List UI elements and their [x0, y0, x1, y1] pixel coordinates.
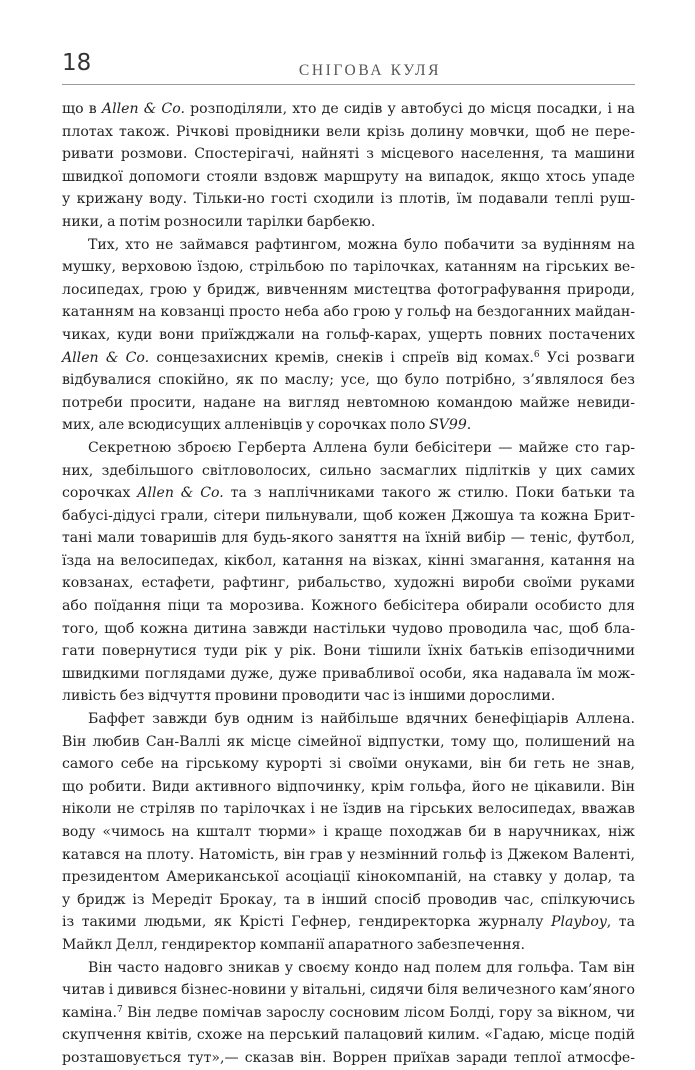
text-run: Він часто надовго зникав у своєму кондо над полем для гольфа. Там він	[88, 959, 635, 976]
text-run: або поїдання піци та морозива. Кожного бебісітера обирали особисто для	[62, 598, 635, 615]
text-line	[62, 934, 635, 957]
text-line	[62, 572, 635, 595]
text-line	[62, 143, 635, 166]
page-number: 18	[62, 50, 92, 76]
text-run: президентом Американської асоціації кінокомпаній, на ставку у долар, та	[62, 869, 635, 886]
text-line	[62, 1002, 635, 1025]
italic-text: Allen & Co.	[62, 349, 150, 366]
text-run: що в	[62, 101, 102, 117]
italic-text: Allen & Co.	[101, 101, 185, 117]
italic-text: Allen & Co.	[137, 485, 224, 502]
text-run: катався на плоту. Натомість, він грав у незмінний гольф із Джеком Валенті,	[62, 846, 635, 863]
text-line	[62, 595, 635, 618]
body-text	[62, 98, 635, 1070]
paragraph	[62, 437, 635, 708]
text-line	[62, 121, 635, 144]
text-line	[62, 211, 635, 234]
text-line	[62, 437, 635, 460]
text-line	[62, 866, 635, 889]
text-run: швидкими поглядами дуже, дуже привабливої особи, яка надавала їм мож-	[62, 665, 635, 682]
text-run: гати повернутися туди рік у рік. Вони тішили їхніх батьків епізодичними	[62, 643, 635, 660]
footnote-ref: 6	[533, 349, 540, 360]
text-line	[62, 844, 635, 867]
text-run: Усі розваги	[539, 349, 635, 366]
text-line	[62, 482, 635, 505]
text-run: самого себе на гірському курорті зі своїми онуками, він би геть не знав,	[62, 756, 635, 773]
paragraph	[62, 708, 635, 957]
text-line	[62, 527, 635, 550]
paragraph	[62, 98, 635, 234]
text-run: плотах також. Річкові провідники вели крізь долину мовчки, щоб не пере-	[62, 123, 635, 140]
text-line	[62, 821, 635, 844]
text-run: розподіляли, хто де сидів у автобусі до місця посадки, і на	[184, 101, 635, 117]
text-line	[62, 685, 635, 708]
text-line	[62, 708, 635, 731]
text-line	[62, 460, 635, 483]
text-line	[62, 550, 635, 573]
text-run: Баффет завжди був одним із найбільше вдячних бенефіціарів Аллена.	[88, 711, 635, 728]
text-run: ники, а потім розносили тарілки барбекю.	[62, 213, 376, 230]
text-line	[62, 301, 635, 324]
text-line	[62, 369, 635, 392]
text-run: у бридж із Мередіт Брокау, та в інший спосіб проводив час, спілкуючись	[62, 891, 635, 908]
text-run: Майкл Делл, гендиректор компанії апаратного забезпечення.	[62, 936, 526, 953]
text-line	[62, 234, 635, 257]
text-line	[62, 731, 635, 754]
text-run: каміна.	[62, 1004, 117, 1021]
text-run: Він ледве помічав зарослу сосновим лісом Болді, гору за вікном, чи	[122, 1004, 635, 1021]
text-run: Тих, хто не займався рафтингом, можна було побачити за вудінням на	[88, 236, 635, 253]
footnote-ref: 7	[116, 1004, 123, 1015]
text-line	[62, 1024, 635, 1047]
text-line	[62, 98, 635, 121]
text-run: чиках, куди вони приїжджали на гольф-карах, ущерть повних постачених	[62, 326, 635, 343]
text-run: Він любив Сан-Валлі як місце сімейної відпустки, тому що, полишений на	[62, 733, 635, 750]
text-run: ливість без відчуття провини проводити час із іншими дорослими.	[62, 688, 556, 705]
text-run: швидкої допомоги стояли вздовж маршруту на випадок, якщо хтось упаде	[62, 168, 635, 185]
text-line	[62, 753, 635, 776]
text-run: та з наплічниками такого ж стилю. Поки батьки та	[223, 485, 635, 502]
text-line	[62, 979, 635, 1002]
text-line	[62, 798, 635, 821]
italic-text: Playboy	[550, 914, 607, 931]
paragraph	[62, 957, 635, 1070]
paragraph	[62, 234, 635, 437]
text-line	[62, 1047, 635, 1070]
text-run: бабусі-дідусі грали, сітери пильнували, щоб кожен Джошуа та кожна Брит-	[62, 507, 635, 524]
text-run: розташовується тут»,— сказав він. Воррен приїхав заради теплої атмосфе-	[62, 1049, 635, 1066]
text-line	[62, 911, 635, 934]
text-run: мих, але всюдисущих алленівців у сорочках поло	[62, 417, 430, 434]
text-line	[62, 279, 635, 302]
text-run: воду «чимось на кшталт тюрми» і краще походжав би в наручниках, ніж	[62, 824, 635, 840]
text-run: того, щоб кожна дитина завжди настільки чудово проводила час, щоб бла-	[62, 620, 635, 637]
text-run: сорочках	[62, 485, 138, 502]
text-run: сонцезахисних кремів, снеків і спреїв від комах.	[149, 349, 534, 366]
text-line	[62, 618, 635, 641]
text-run: ковзанах, естафети, рафтинг, рибальство, художні вироби своїми руками	[62, 575, 635, 592]
text-line	[62, 256, 635, 279]
text-run: із такими людьми, як Крісті Гефнер, гендиректорка журналу	[62, 914, 551, 931]
italic-text: SV99	[429, 417, 467, 434]
header-rule	[62, 84, 635, 85]
text-line	[62, 957, 635, 980]
text-line	[62, 414, 635, 437]
text-line	[62, 188, 635, 211]
text-line	[62, 663, 635, 686]
text-run: що робити. Види активного відпочинку, крім гольфа, його не цікавили. Він	[62, 778, 635, 795]
running-title: СНІГОВА КУЛЯ	[298, 62, 442, 79]
text-run: тані мали товаришів для будь-якого заняття на їхній вибір — теніс, футбол,	[62, 530, 635, 547]
text-run: мушку, верховою їздою, стрільбою по тарілочках, катанням на гірських ве-	[62, 259, 635, 276]
text-line	[62, 640, 635, 663]
text-run: скупчення квітів, схоже на перський палацовий килим. «Гадаю, місце подій	[62, 1027, 635, 1044]
text-line	[62, 324, 635, 347]
text-run: у крижану воду. Тільки-но гості сходили із плотів, їм подавали теплі руш-	[62, 191, 635, 208]
text-run: відбувалися спокійно, як по маслу; усе, що було потрібно, з’являлося без	[62, 372, 635, 389]
text-line	[62, 505, 635, 528]
text-run: катанням на ковзанці просто неба або грою у гольф на бездоганних майдан-	[62, 304, 635, 321]
text-line	[62, 392, 635, 415]
text-run: них, здебільшого світловолосих, сильно засмаглих підлітків у цих самих	[62, 462, 635, 479]
text-run: ніколи не стріляв по тарілочках і не їздив на гірських велосипедах, вважав	[62, 801, 635, 818]
text-run: лосипедах, грою у бридж, вивченням мистецтва фотографування природи,	[62, 281, 635, 298]
text-run: ривати розмови. Спостерігачі, найняті з місцевого населення, та машини	[62, 146, 635, 163]
text-line	[62, 889, 635, 912]
text-line	[62, 347, 635, 370]
text-run: .	[466, 417, 472, 434]
text-run: Секретною зброєю Герберта Аллена були бебісітери — майже сто гар-	[88, 439, 635, 456]
text-run: потреби просити, надане на вигляд невтомною командою майже невиди-	[62, 394, 635, 411]
text-run: , та	[606, 914, 635, 931]
text-line	[62, 776, 635, 799]
text-run: їзда на велосипедах, кікбол, катання на візках, кінні змагання, катання на	[62, 552, 635, 569]
text-run: читав і дивився бізнес-новини у вітальні, сидячи біля величезного кам’яного	[62, 982, 635, 999]
text-line	[62, 166, 635, 189]
